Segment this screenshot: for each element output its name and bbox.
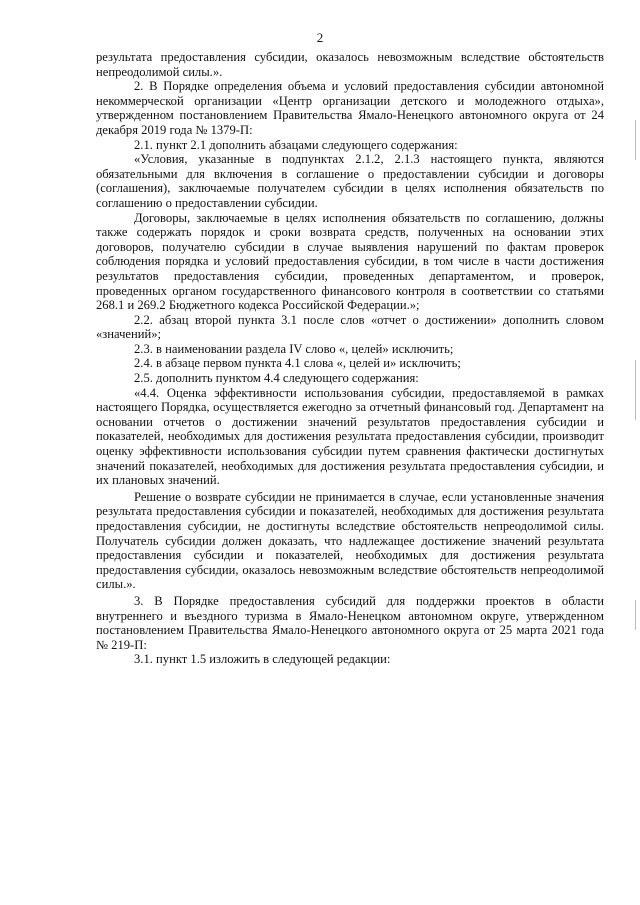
paragraph-section-2: 2. В Порядке определения объема и условий предоставления субсидии автономной некоммерческой организации «Центр организации детского и молодежного отдыха», утвержденном постановлением Правительства Ямало-Ненецкого автономного округа от 24 декабря 2019 года № 1379-П:: [96, 79, 604, 137]
paragraph-contracts: Договоры, заключаемые в целях исполнения обязательств по соглашению, должны также содержать порядок и сроки возврата средств, полученных на основании этих договоров, получателю субсидии в случае выявления нарушений по фактам проверок соблюдения порядка и условий предоставления субсидии, в том числе в части достижения результатов предоставления субсидии, проведенных департаментом, и проверок, проведенных органом государственного финансового контроля в соответствии со статьями 268.1 и 269.2 Бюджетного кодекса Российской Федерации.»;: [96, 210, 604, 313]
document-body: [96, 50, 604, 667]
page-number: 2: [316, 30, 324, 45]
scan-edge-mark: [635, 600, 636, 630]
paragraph-2-2: 2.2. абзац второй пункта 3.1 после слов «отчет о достижении» дополнить словом «значений»;: [96, 312, 604, 342]
paragraph-4-4-quote: «4.4. Оценка эффективности использования субсидии, предоставляемой в рамках настоящего Порядка, осуществляется ежегодно за отчетный финансовый год. Департамент на основании отчетов о достижении значений результатов предоставления субсидии и показателей, необходимых для достижения результата предоставления субсидии, производит оценку эффективности использования субсидии путем сравнения фактически достигнутых значений показателей, необходимых для достижения результата предоставления субсидии, и их плановых значений.: [96, 385, 604, 488]
scan-edge-mark: [635, 120, 636, 160]
paragraph-continuation: результата предоставления субсидии, оказалось невозможным вследствие обстоятельств непреодолимой силы.».: [96, 50, 604, 79]
paragraph-2-3: 2.3. в наименовании раздела IV слово «, целей» исключить;: [134, 341, 454, 356]
paragraph-refund-decision: Решение о возврате субсидии не принимается в случае, если установленные значения результата предоставления субсидии и показателей, необходимых для достижения результата предоставления субсидии, не достигнуты вследствие обстоятельств непреодолимой силы. Получатель субсидии должен доказать, что надлежащее достижение значений результата предоставления субсидии и показателей, необходимых для достижения результата предоставления субсидии, оказалось невозможным вследствие обстоятельств непреодолимой силы.».: [96, 489, 604, 592]
scan-edge-mark: [635, 360, 636, 420]
paragraph-3-1: 3.1. пункт 1.5 изложить в следующей редакции:: [134, 652, 391, 667]
paragraph-section-3: 3. В Порядке предоставления субсидий для поддержки проектов в области внутреннего и въездного туризма в Ямало-Ненецком автономном округе, утвержденном постановлением Правительства Ямало-Ненецкого автономного округа от 25 марта 2021 года № 219-П:: [96, 593, 604, 652]
paragraph-conditions-quote: «Условия, указанные в подпунктах 2.1.2, 2.1.3 настоящего пункта, являются обязательными для включения в соглашение о предоставлении субсидии и договоры (соглашения), заключаемые получателем субсидии в целях исполнения обязательств по соглашению о предоставлении субсидии.: [96, 152, 604, 210]
paragraph-2-5: 2.5. дополнить пунктом 4.4 следующего содержания:: [134, 371, 419, 386]
paragraph-2-1: 2.1. пункт 2.1 дополнить абзацами следующего содержания:: [134, 137, 458, 152]
paragraph-2-4: 2.4. в абзаце первом пункта 4.1 слова «, целей и» исключить;: [134, 356, 461, 371]
